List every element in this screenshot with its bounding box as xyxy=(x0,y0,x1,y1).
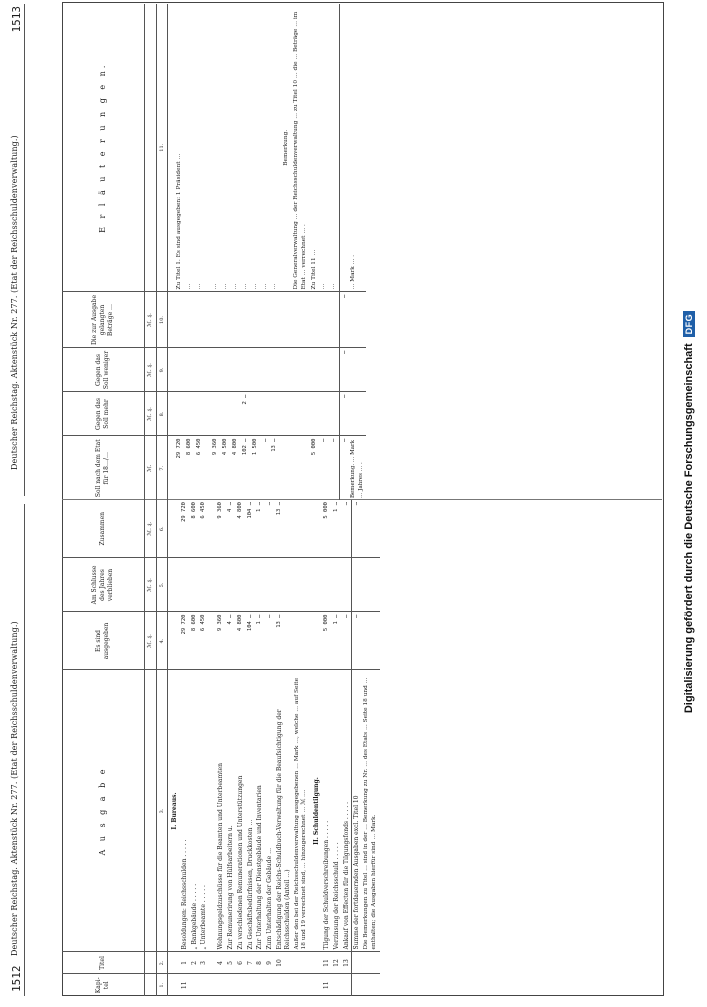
weniger-cell xyxy=(261,348,271,392)
weniger-cell xyxy=(195,348,205,392)
text-cell: „ Bankgebäude . . . . . xyxy=(190,670,200,952)
value-cell: 6 450 xyxy=(199,500,209,558)
table-row xyxy=(322,500,332,996)
text-cell: Ankauf von Effecten für die Tilgungsfonds . . . . . xyxy=(342,670,352,952)
weniger-cell xyxy=(319,348,329,392)
weniger-cell xyxy=(231,348,241,392)
col-header-titel: Titel xyxy=(62,952,145,974)
closing-note: Die Bemerkungen zu Titel … sind in der … Bemerkung zu Nr. … des Etats … Seite 18 und … enthalten; die Ausgaben hierfür sind … Mark. xyxy=(362,670,380,952)
value-cell xyxy=(226,558,236,612)
col-header-erlaeuterungen: E r l ä u t e r u n g e n. xyxy=(62,4,145,292)
titel-cell: 7 xyxy=(246,952,256,974)
soll-cell: 6 450 xyxy=(195,438,202,456)
text-cell: Zu Geschäftsbedürfnissen, Druckkosten … xyxy=(246,670,256,952)
beitrag-cell xyxy=(261,292,271,348)
unit-cell: ℳ. xyxy=(145,436,157,500)
value-cell xyxy=(180,558,190,612)
beitrag-cell xyxy=(195,292,205,348)
text-cell: Wohnungsgeldzuschüsse für die Beamten und Unterbeamten xyxy=(216,670,226,952)
unit-cell xyxy=(145,952,157,974)
soll-cell: … xyxy=(320,438,327,442)
weniger-cell xyxy=(185,348,195,392)
erlaeuterung-cell: … xyxy=(261,4,271,292)
erlaeuterung-cell: … xyxy=(329,4,339,292)
value-cell: 4 800 xyxy=(236,500,246,558)
soll-cell: 5 000 xyxy=(310,438,317,456)
credit-strip xyxy=(672,0,707,1000)
col-header-verblieben: Am Schlusse des Jahres verblieben xyxy=(62,558,145,612)
table-row xyxy=(175,4,185,500)
value-cell xyxy=(255,558,265,612)
titel-cell: 9 xyxy=(265,952,275,974)
value-cell: 4 800 xyxy=(236,612,246,670)
note-row xyxy=(293,500,311,996)
table-row xyxy=(226,500,236,996)
unit-cell: ℳ. ₰. xyxy=(145,612,157,670)
beitrag-cell xyxy=(329,292,339,348)
text-cell: Zum Unterhalten der Gebäude … xyxy=(265,670,275,952)
table-row xyxy=(199,500,209,996)
soll-cell: 4 500 xyxy=(222,438,229,456)
col-header-mehr: Gegen das Soll mehr xyxy=(62,392,145,436)
soll-cell: 102 … xyxy=(241,438,248,456)
value-cell xyxy=(236,558,246,612)
text-cell: Zur Unterhaltung der Dienstgebäude und Inventarien xyxy=(255,670,265,952)
mehr-cell xyxy=(270,392,280,436)
table-row xyxy=(246,500,256,996)
value-cell: 4 … xyxy=(226,500,236,558)
unit-cell xyxy=(145,974,157,996)
table-row xyxy=(255,500,265,996)
mehr-cell xyxy=(329,392,339,436)
value-cell: 13 … xyxy=(275,500,293,558)
note-row xyxy=(349,4,366,500)
value-cell: … xyxy=(265,612,275,670)
value-cell xyxy=(216,558,226,612)
value-cell: 6 450 xyxy=(199,612,209,670)
text-cell: Zur Remunerirung von Hülfsarbeitern u. xyxy=(226,670,236,952)
erlaeuterung-cell: … xyxy=(195,4,205,292)
value-cell xyxy=(322,558,332,612)
kapitel-cell xyxy=(265,974,275,996)
kapitel-cell xyxy=(216,974,226,996)
kapitel-cell xyxy=(199,974,209,996)
dfg-logo: DFG xyxy=(683,311,695,338)
soll-cell: … xyxy=(261,438,268,442)
value-cell: 1 … xyxy=(332,612,342,670)
kapitel-cell: 11 xyxy=(180,981,188,990)
note-row xyxy=(362,500,380,996)
beitrag-cell xyxy=(251,292,261,348)
kapitel-cell: 11 xyxy=(322,981,330,990)
column-number: 9. xyxy=(157,348,168,392)
column-number: 10. xyxy=(157,292,168,348)
beitrag-cell xyxy=(310,292,320,348)
mehr-cell: 2 … xyxy=(241,392,251,436)
erlaeuterung-cell: Zu Titel 1. Es sind ausgegeben: 1 Präsident … xyxy=(175,4,185,292)
mehr-cell xyxy=(251,392,261,436)
mehr-cell xyxy=(231,392,241,436)
col-header-ausgegeben: Es sind ausgegeben xyxy=(62,612,145,670)
titel-cell: 8 xyxy=(255,952,265,974)
kapitel-cell xyxy=(246,974,256,996)
value-cell: 5 000 xyxy=(322,500,332,558)
table-row xyxy=(310,4,320,500)
table-row xyxy=(270,4,280,500)
value-cell: … xyxy=(342,500,352,558)
titel-cell: 1 xyxy=(180,952,190,974)
titel-cell: 11 xyxy=(322,952,332,974)
total-value: … xyxy=(340,348,350,392)
value-cell: … xyxy=(265,500,275,558)
value-cell: 8 600 xyxy=(190,500,200,558)
value-cell: 4 … xyxy=(226,612,236,670)
total-row xyxy=(340,4,350,500)
text-cell: Besoldungen: Reichsschulden . . . . . xyxy=(180,670,190,952)
mehr-cell xyxy=(261,392,271,436)
mehr-cell xyxy=(195,392,205,436)
beitrag-cell xyxy=(319,292,329,348)
beitrag-cell xyxy=(241,292,251,348)
remark-title: Bemerkung. xyxy=(283,129,290,166)
column-number: 1. xyxy=(157,974,168,996)
titel-cell: 12 xyxy=(332,952,342,974)
credit-text: Digitalisierung gefördert durch die Deutsche Forschungsgemeinschaft xyxy=(683,343,695,714)
kapitel-cell xyxy=(190,974,200,996)
titel-cell: 10 xyxy=(275,952,293,974)
ausgabe-table xyxy=(62,500,380,996)
unit-cell: ℳ. ₰. xyxy=(145,348,157,392)
total-value: … xyxy=(340,292,350,348)
table-row xyxy=(195,4,205,500)
value-cell xyxy=(265,558,275,612)
weniger-cell xyxy=(175,348,185,392)
value-cell xyxy=(246,558,256,612)
kapitel-cell xyxy=(226,974,236,996)
mehr-cell xyxy=(310,392,320,436)
running-head-left: Deutscher Reichstag. Aktenstück Nr. 277. (Etat der Reichsschuldenverwaltung.) xyxy=(10,621,19,956)
value-cell: 9 360 xyxy=(216,612,226,670)
col-header-kapitel: Kapi-tel xyxy=(62,974,145,996)
column-number: 2. xyxy=(157,952,168,974)
erlaeuterung-cell: … xyxy=(221,4,231,292)
value-cell: 8 600 xyxy=(190,612,200,670)
head-rule-left xyxy=(24,504,25,996)
table-row xyxy=(251,4,261,500)
table-row xyxy=(211,4,221,500)
total-value: … xyxy=(340,392,350,436)
table-row xyxy=(329,4,339,500)
value-cell: 1 … xyxy=(255,500,265,558)
col-header-zusammen: Zusammen xyxy=(62,500,145,558)
beitrag-cell xyxy=(185,292,195,348)
page-number-right: 1513 xyxy=(10,6,23,33)
soll-cell: … xyxy=(330,438,337,442)
remark-row xyxy=(280,4,309,500)
kapitel-cell xyxy=(236,974,246,996)
value-cell: 104 … xyxy=(246,500,256,558)
remark-text: Die Generalverwaltung … der Reichsschuldenverwaltung … zu Titel 10 … die … Beträge … im Etat … verrechnet … . xyxy=(292,11,307,290)
credit-text-block xyxy=(683,17,695,1007)
value-cell xyxy=(332,558,342,612)
unit-cell: ℳ. ₰. xyxy=(145,292,157,348)
section-title: I. Bureaus. xyxy=(168,670,180,952)
column-number: 11. xyxy=(157,4,168,292)
table-row xyxy=(236,500,246,996)
side-note-left: Bemerkung. … Mark … Jahres … . xyxy=(350,440,364,498)
erlaeuterung-cell: … xyxy=(185,4,195,292)
unit-cell xyxy=(145,670,157,952)
column-number: 7. xyxy=(157,436,168,500)
unit-cell: ℳ. ₰. xyxy=(145,500,157,558)
weniger-cell xyxy=(211,348,221,392)
total-value: … xyxy=(352,612,362,670)
column-number: 4. xyxy=(157,612,168,670)
left-page xyxy=(0,500,672,1000)
value-cell: 104 … xyxy=(246,612,256,670)
table-row xyxy=(231,4,241,500)
mehr-cell xyxy=(211,392,221,436)
unit-cell: ℳ. ₰. xyxy=(145,392,157,436)
erlaeuterung-cell: … xyxy=(211,4,221,292)
unit-cell: ℳ. ₰. xyxy=(145,558,157,612)
unit-cell xyxy=(145,4,157,292)
col-header-soll: Soll nach dem Etat für 18…/… xyxy=(62,436,145,500)
soll-cell: 1 500 xyxy=(251,438,258,456)
column-number: 6. xyxy=(157,500,168,558)
table-row xyxy=(241,4,251,500)
table-row xyxy=(221,4,231,500)
value-cell: 1 … xyxy=(255,612,265,670)
table-row xyxy=(275,500,293,996)
column-number: 3. xyxy=(157,670,168,952)
value-cell xyxy=(199,558,209,612)
beitrag-cell xyxy=(175,292,185,348)
erlaeuterung-cell: … xyxy=(241,4,251,292)
weniger-cell xyxy=(329,348,339,392)
beitrag-cell xyxy=(231,292,241,348)
value-cell xyxy=(275,558,293,612)
table-row xyxy=(216,500,226,996)
value-cell: 29 720 xyxy=(180,500,190,558)
beitrag-cell xyxy=(211,292,221,348)
total-value: … xyxy=(340,436,350,500)
table-row xyxy=(332,500,342,996)
text-cell: Verzinsung der Reichsschuld . . . . . xyxy=(332,670,342,952)
soll-cell: 29 720 xyxy=(176,438,182,459)
soll-cell: 4 800 xyxy=(232,438,239,456)
weniger-cell xyxy=(221,348,231,392)
kapitel-cell xyxy=(332,974,342,996)
value-cell: 1 … xyxy=(332,500,342,558)
table-row xyxy=(180,500,190,996)
value-cell xyxy=(342,558,352,612)
erlaeuterung-cell: Zu Titel 11 … xyxy=(310,4,320,292)
text-cell: Tilgung der Schuldverschreibungen . . . . . xyxy=(322,670,332,952)
soll-cell: 8 600 xyxy=(185,438,192,456)
titel-cell: 3 xyxy=(199,952,209,974)
titel-cell: 4 xyxy=(216,952,226,974)
head-rule-right xyxy=(24,4,25,496)
titel-cell: 2 xyxy=(190,952,200,974)
kapitel-cell xyxy=(275,974,293,996)
kapitel-cell xyxy=(255,974,265,996)
running-head-right: Deutscher Reichstag. Aktenstück Nr. 277. (Etat der Reichsschuldenverwaltung.) xyxy=(10,135,19,470)
erlaeuterung-cell: … xyxy=(319,4,329,292)
table-row xyxy=(261,4,271,500)
soll-erlaeuterungen-table xyxy=(62,4,366,500)
mehr-cell xyxy=(221,392,231,436)
titel-cell: 6 xyxy=(236,952,246,974)
beitrag-cell xyxy=(221,292,231,348)
side-note-right: … Mark … . xyxy=(349,4,366,292)
column-number: 5. xyxy=(157,558,168,612)
table-row xyxy=(185,4,195,500)
total-label: Summe der fortdauernden Ausgaben excl. Titel 10 xyxy=(352,670,362,952)
col-header-beitrag: Die zur Ausgabe gelangten Beträge … xyxy=(62,292,145,348)
table-row xyxy=(342,500,352,996)
soll-cell: 9 360 xyxy=(212,438,219,456)
mehr-cell xyxy=(319,392,329,436)
table-row xyxy=(319,4,329,500)
value-cell: 5 000 xyxy=(322,612,332,670)
column-number: 8. xyxy=(157,392,168,436)
col-header-weniger: Gegen das Soll weniger xyxy=(62,348,145,392)
erlaeuterung-cell: … xyxy=(251,4,261,292)
weniger-cell xyxy=(251,348,261,392)
value-cell: … xyxy=(342,612,352,670)
titel-cell: 13 xyxy=(342,952,352,974)
table-row xyxy=(265,500,275,996)
weniger-cell xyxy=(241,348,251,392)
remark-block xyxy=(280,4,309,292)
weniger-cell xyxy=(310,348,320,392)
mehr-cell xyxy=(175,392,185,436)
value-cell: 29 720 xyxy=(180,612,190,670)
beitrag-cell xyxy=(270,292,280,348)
titel-cell: 5 xyxy=(226,952,236,974)
soll-cell: 13 … xyxy=(271,438,278,452)
value-cell: 9 360 xyxy=(216,500,226,558)
section-title: II. Schuldentilgung. xyxy=(310,670,322,952)
text-cell: Entschädigung der Reichs-Schuldbuch-Verwaltung für die Beaufsichtigung der Reichsschulden (Anteil …) xyxy=(275,670,293,952)
text-cell: „ Unterbeamte . . . . . xyxy=(199,670,209,952)
value-cell: 13 … xyxy=(275,612,293,670)
value-cell xyxy=(190,558,200,612)
text-cell: Zu verschiedenen Remunerationen und Unterstützungen xyxy=(236,670,246,952)
right-page xyxy=(0,0,672,500)
page-number-left: 1512 xyxy=(10,965,23,992)
total-value: … xyxy=(352,500,362,558)
erlaeuterung-cell: … xyxy=(270,4,280,292)
total-row xyxy=(352,500,362,996)
erlaeuterung-cell: … xyxy=(231,4,241,292)
note-text: Außer den bei der Reichsschuldenverwaltung ausgegebenen … Mark …, welche … auf Seite 18 und 19 verrechnet sind, … hinzugerechnet … ℳ …. xyxy=(293,670,311,952)
weniger-cell xyxy=(270,348,280,392)
table-row xyxy=(190,500,200,996)
kapitel-cell xyxy=(342,974,352,996)
mehr-cell xyxy=(185,392,195,436)
col-header-ausgabe: A u s g a b e xyxy=(62,670,145,952)
